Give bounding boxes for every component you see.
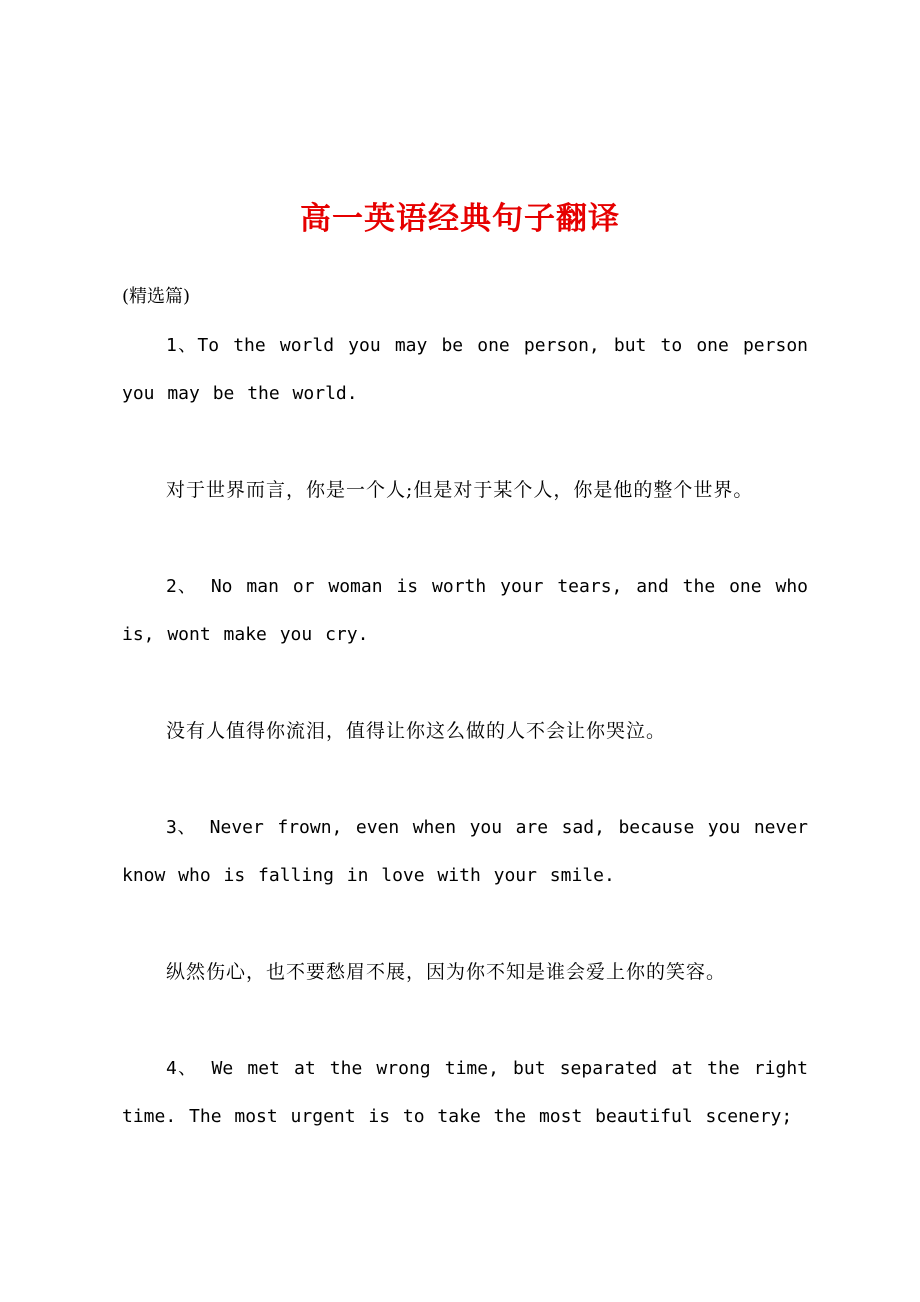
- paragraph-1-english: 1、To the world you may be one person, but to one person you may be the world.: [122, 335, 808, 404]
- paragraph-2-english: 2、 No man or woman is worth your tears, and the one who is, wont make you cry.: [122, 576, 808, 645]
- paragraph-1-chinese: 对于世界而言，你是一个人;但是对于某个人，你是他的整个世界。: [166, 479, 754, 501]
- paragraph-2-chinese: 没有人值得你流泪，值得让你这么做的人不会让你哭泣。: [166, 720, 667, 742]
- paragraph-3-english: 3、 Never frown, even when you are sad, because you never know who is falling in love with your smile.: [122, 817, 808, 886]
- paragraph-4-english: 4、 We met at the wrong time, but separated at the right time. The most urgent is to take the most beautiful scenery;: [122, 1058, 808, 1127]
- paragraph-3-chinese: 纵然伤心，也不要愁眉不展，因为你不知是谁会爱上你的笑容。: [166, 961, 727, 983]
- document-subtitle: (精选篇): [122, 286, 191, 307]
- document-title: 高一英语经典句子翻译: [300, 201, 620, 237]
